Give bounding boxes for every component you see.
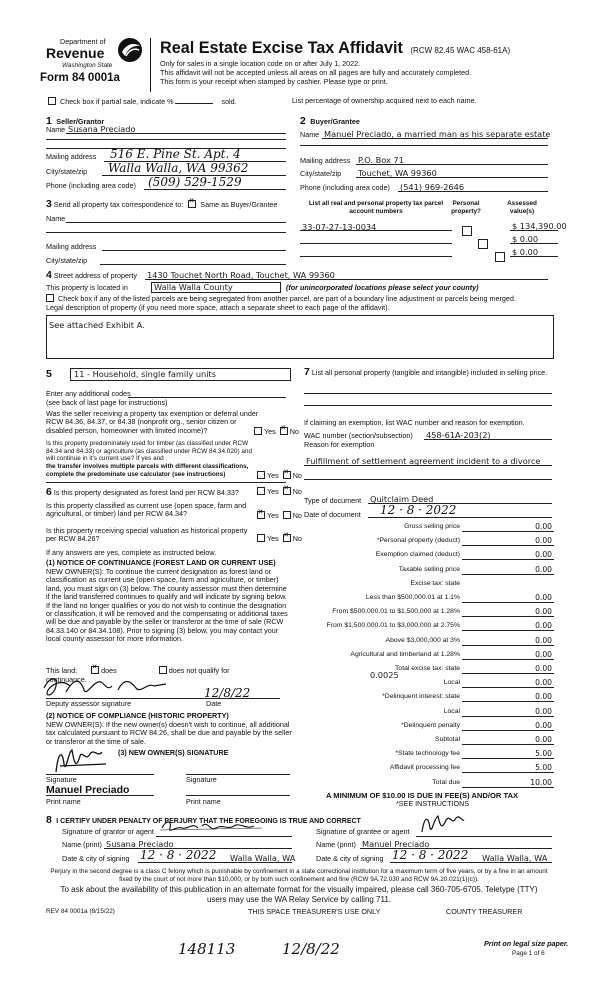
local-rate: 0.0025 <box>370 670 399 681</box>
seller-phone[interactable]: (509) 529-1529 <box>148 175 242 189</box>
s5-q2b: the transfer involves multiple parcels with different classifications, complete the predominate use calculator (see instructions) <box>46 463 249 478</box>
page-number: Page 1 of 6 <box>512 950 545 957</box>
tax-line-label: *Personal property (deduct) <box>376 537 460 545</box>
header-line3: This form is your receipt when stamped by cashier. Please type or print. <box>160 77 388 86</box>
s6-q2-no[interactable] <box>283 511 291 519</box>
s6-q2-yes[interactable] <box>257 511 265 519</box>
owner-sig-label: Signature <box>46 775 77 784</box>
seller-mailing[interactable]: 516 E. Pine St. Apt. 4 <box>110 147 241 161</box>
additional-codes-line[interactable] <box>128 389 286 398</box>
tax-line-label: Agricultural and timberland at 1.28% <box>350 650 460 658</box>
assessed-col-header: Assessed value(s) <box>507 200 537 215</box>
seller-city[interactable]: Walla Walla, WA 99362 <box>108 161 249 175</box>
corr-name-label: Name <box>46 214 66 223</box>
tax-line-label: *State technology fee <box>395 750 460 758</box>
s6-q1-row: 6 Is this property designated as forest land per RCW 84.33? <box>46 486 239 498</box>
notice2-body: NEW OWNER(S): If the new owner(s) doesn't wish to continue, all additional tax calculated pursuant to RCW 84.26, shall be due and payable by the seller or transferor at the time of sale. <box>46 720 292 746</box>
county-treasurer: COUNTY TREASURER <box>446 907 523 916</box>
grantor-date[interactable]: 12 · 8 · 2022 <box>140 848 217 862</box>
minimum-due: A MINIMUM OF $10.00 IS DUE IN FEE(S) AND/OR TAX <box>326 791 519 800</box>
s6-q3-answer: Yes ✕ No <box>257 534 302 543</box>
section5-number: 5 <box>46 368 52 380</box>
s6-q1-answer: Yes ✕ No <box>257 487 302 496</box>
s6-q3-yes[interactable] <box>257 534 265 542</box>
tax-line-value[interactable]: 5.00 <box>535 763 552 773</box>
stamp-number: 148113 <box>178 940 236 958</box>
form-citation: (RCW 82.45 WAC 458-61A) <box>410 46 511 55</box>
grantor-city[interactable]: Walla Walla, WA <box>230 853 296 863</box>
grantee-city[interactable]: Walla Walla, WA <box>482 853 548 863</box>
tax-line-label: Excise tax: state <box>410 579 460 587</box>
doc-date[interactable]: 12 · 8 · 2022 <box>380 503 457 517</box>
doc-type[interactable]: Quitclaim Deed <box>370 494 434 504</box>
partial-sold-label: sold. <box>221 97 237 106</box>
owner-print-label-2: Print name <box>186 797 221 806</box>
ownership-note: List percentage of ownership acquired next to each name. <box>292 96 477 105</box>
additional-codes-label: Enter any additional codes <box>46 389 131 398</box>
assessor-sig-label: Deputy assessor signature <box>46 699 132 708</box>
tax-line-value[interactable]: 0.00 <box>535 706 552 716</box>
buyer-name[interactable]: Manuel Preciado, a married man as his separate estate <box>324 129 551 139</box>
s7-heading: 7 List all personal property (tangible and intangible) included in selling price. <box>304 366 548 378</box>
s6-q2-answer: ✕ Yes No <box>257 511 302 520</box>
segregated-row: Check box if any of the listed parcels are being segregated from another parcel, are part of a boundary line adjustment or parcels being merged. <box>46 294 516 303</box>
doc-type-label: Type of document <box>304 496 362 505</box>
tax-line-label: Above $3,000,000 at 3% <box>385 636 460 644</box>
tax-line-value[interactable]: 0.00 <box>535 649 552 659</box>
tax-line-value[interactable]: 10.00 <box>530 777 552 787</box>
tax-line-value[interactable]: 0.00 <box>535 678 552 688</box>
s8-heading: 8 I CERTIFY UNDER PENALTY OF PERJURY THAT THE FOREGOING IS TRUE AND CORRECT <box>46 814 361 826</box>
personal-checkbox-2[interactable] <box>478 239 488 249</box>
buyer-mailing[interactable]: P.O. Box 71 <box>358 155 404 165</box>
stamp-date: 12/8/22 <box>282 940 340 958</box>
tax-line-label: Exemption claimed (deduct) <box>375 551 460 559</box>
tax-line-label: Total due <box>432 778 460 786</box>
buyer-mailing-label: Mailing address <box>300 156 351 165</box>
personal-col-header: Personal property? <box>451 200 481 215</box>
tax-line-label: Less than $500,000.01 at 1.1% <box>365 594 460 601</box>
seller-city-label: City/state/zip <box>46 167 88 176</box>
grantee-date[interactable]: 12 · 8 · 2022 <box>392 848 469 862</box>
s6-q2: Is this property classified as current use (open space, farm and agricultural, or timber) land per RCW 84.34? <box>46 501 247 519</box>
header-line1: Only for sales in a single location code on or after July 1, 2022. <box>160 59 361 68</box>
form-number: Form 84 0001a <box>40 72 120 84</box>
dept-line2: Revenue <box>46 45 105 61</box>
dept-line3: Washington State <box>62 62 113 69</box>
buyer-heading: 2 Buyer/Grantee <box>300 115 360 127</box>
header-line2: This affidavit will not be accepted unless all areas on all pages are fully and accurately completed. <box>160 68 472 77</box>
s5-q1-answer: Yes ✕ No <box>254 427 299 436</box>
notice1-title: (1) NOTICE OF CONTINUANCE (FOREST LAND OR CURRENT USE) <box>46 558 276 567</box>
partial-sale-row <box>48 97 237 106</box>
header-divider <box>150 38 151 92</box>
tax-line-value[interactable]: 0.00 <box>535 735 552 744</box>
tax-line-label: From $500,000.01 to $1,500,000 at 1.28% <box>332 608 460 616</box>
form-title-row <box>160 39 510 58</box>
corr-mailing-label: Mailing address <box>46 242 97 251</box>
corr-name-line[interactable] <box>66 214 286 223</box>
legal-size-note: Print on legal size paper. <box>484 939 569 948</box>
rev-number: REV 84 0001a (8/15/22) <box>46 908 115 915</box>
notice2-title: (2) NOTICE OF COMPLIANCE (HISTORIC PROPERTY) <box>46 711 229 720</box>
legal-label: Legal description of property (if you need more space, attach a separate sheet to each page of the affidavit). <box>46 303 390 312</box>
form-title: Real Estate Excise Tax Affidavit <box>160 39 403 57</box>
owner-print-label: Print name <box>46 797 81 806</box>
tax-line-label: Taxable selling price <box>398 565 460 573</box>
county-note: (for unincorporated locations please select your county) <box>286 283 479 292</box>
tax-line-value[interactable]: 0.00 <box>535 564 552 574</box>
tax-line-label: Local <box>443 679 460 687</box>
tax-line-value[interactable]: 0.00 <box>535 720 552 730</box>
s5-q1-yes[interactable] <box>254 427 262 435</box>
grantor-name-label: Name (print) <box>62 840 102 849</box>
exemption-claim: If claiming an exemption, list WAC number and reason for exemption. <box>304 418 525 427</box>
tax-line-value[interactable]: 0.00 <box>535 664 552 673</box>
grantee-name-label: Name (print) <box>316 840 356 849</box>
buyer-city[interactable]: Touchet, WA 99360 <box>358 168 437 178</box>
s6-q3-no[interactable] <box>283 534 291 542</box>
doc-date-label: Date of document <box>304 510 361 519</box>
partial-sale-checkbox[interactable] <box>48 97 56 105</box>
grantor-name[interactable]: Susana Preciado <box>106 839 174 849</box>
tax-line-value[interactable]: 0.00 <box>535 593 552 602</box>
tax-line-value[interactable]: 0.00 <box>535 550 552 560</box>
grantee-name[interactable]: Manuel Preciado <box>362 839 430 849</box>
tax-line-label: Subtotal <box>435 736 460 743</box>
dor-swoosh-icon <box>116 36 144 64</box>
parcel-1[interactable]: 33-07-27-13-0034 <box>302 222 377 232</box>
segregated-checkbox[interactable] <box>46 294 54 302</box>
seller-mailing-label: Mailing address <box>46 152 97 161</box>
s6-q1-no[interactable] <box>283 487 291 495</box>
tax-line-value[interactable]: 0.00 <box>535 692 552 702</box>
see-back-label: (see back of last page for instructions) <box>46 398 168 407</box>
corr-city-line[interactable] <box>100 256 286 265</box>
seller-name-label: Name <box>46 125 66 134</box>
wac-label: WAC number (section/subsection) <box>304 431 413 440</box>
s5-q1: Was the seller receiving a property tax exemption or deferral under RCW 84.36, 84.37, or 84.38 (nonprofit org., senior citizen or disabled person, homeowner with limited income)? <box>46 409 259 435</box>
corr-city-label: City/state/zip <box>46 256 88 265</box>
tax-line-label: Gross selling price <box>404 523 460 530</box>
seller-heading: 1 Seller/Grantor <box>46 115 105 127</box>
owner-sig-label-2: Signature <box>186 775 217 784</box>
tax-line-value[interactable]: 0.00 <box>535 536 552 546</box>
legal-description-box[interactable] <box>46 315 554 359</box>
street-address[interactable]: 1430 Touchet North Road, Touchet, WA 99360 <box>147 270 335 280</box>
dept-line1: Department of <box>60 37 106 46</box>
assessed-2[interactable]: $ 0.00 <box>512 234 539 244</box>
tax-line-value[interactable]: 0.00 <box>535 607 552 617</box>
s6-q3: Is this property receiving special valuation as historical property per RCW 84.26? <box>46 526 248 544</box>
buyer-city-label: City/state/zip <box>300 169 342 178</box>
street-row: 4 Street address of property <box>46 269 137 281</box>
correspondence-row: 3 Send all property tax correspondence to: ✕ Same as Buyer/Grantee <box>46 200 277 209</box>
assessed-3[interactable]: $ 0.00 <box>512 247 539 257</box>
s6-if-any: If any answers are yes, complete as instructed below. <box>46 548 217 557</box>
owner-print-name[interactable]: Manuel Preciado <box>46 784 130 796</box>
seller-phone-label: Phone (including area code) <box>46 181 136 190</box>
personal-checkbox-3[interactable] <box>495 252 505 262</box>
tax-line-label: Local <box>443 707 460 715</box>
assessor-date-label: Date <box>206 699 222 708</box>
parcel-col-header: List all real and personal property tax parcel account numbers <box>308 200 444 215</box>
personal-checkbox-1[interactable] <box>462 226 472 236</box>
buyer-name-label: Name <box>300 130 320 139</box>
tax-line-value[interactable]: 0.00 <box>535 635 552 645</box>
use-code-select[interactable]: 11 - Household, single family units <box>70 368 291 381</box>
seller-name[interactable]: Susana Preciado <box>68 124 136 134</box>
alt-format-notice: To ask about the availability of this publication in an alternate format for the visually impaired, please call 360-705-6705. Teletype (TTY) users may use the WA Relay Service by calling 711. <box>60 885 538 904</box>
corr-mailing-line[interactable] <box>102 242 286 251</box>
grantee-sig-label: Signature of grantee or agent <box>316 827 410 836</box>
treasurer-use: THIS SPACE TREASURER'S USE ONLY <box>248 907 381 916</box>
assessor-date: 12/8/22 <box>204 686 251 700</box>
partial-percent-field[interactable] <box>175 103 213 104</box>
tax-line-label: From $1,500,000.01 to $3,000,000 at 2.75% <box>326 622 460 630</box>
this-land-row: This land: ✕ does does not qualify for <box>46 666 230 675</box>
tax-line-value[interactable]: 0.00 <box>535 522 552 531</box>
buyer-phone[interactable]: (541) 969-2646 <box>400 182 465 192</box>
exemption-reason[interactable]: Fulfillment of settlement agreement incident to a divorce <box>306 456 541 466</box>
dor-logo <box>40 38 148 88</box>
s6-q1-yes[interactable] <box>257 487 265 495</box>
partial-sale-label: Check box if partial sale, indicate % <box>60 97 174 106</box>
continuance-label: continuance. <box>46 675 87 684</box>
county-label: This property is located in <box>46 283 128 292</box>
tax-line-value[interactable]: 0.00 <box>535 621 552 631</box>
grantor-sig-label: Signature of grantor or agent <box>62 827 154 836</box>
buyer-phone-label: Phone (including area code) <box>300 183 390 192</box>
notice3-title: (3) NEW OWNER(S) SIGNATURE <box>118 748 229 757</box>
tax-line-label: *Delinquent penalty <box>401 721 460 729</box>
grantor-date-label: Date & city of signing <box>62 854 130 863</box>
see-instructions: *SEE INSTRUCTIONS <box>396 799 470 808</box>
legal-description: See attached Exhibit A. <box>49 320 145 330</box>
county-select[interactable]: Walla Walla County <box>151 282 281 293</box>
tax-line-label: *Delinquent interest: state <box>382 693 460 701</box>
wac-number[interactable]: 458-61A-203(2) <box>426 430 491 440</box>
tax-line-label: Total excise tax: state <box>395 665 460 672</box>
assessed-1[interactable]: $ 134,390.00 <box>512 221 567 231</box>
s5-q2-answer: Yes ✕ No <box>257 471 302 480</box>
notice1-body: NEW OWNER(S): To continue the current designation as forest land or classification as current use (open space, farm and agriculture, or timber) land, you must sign on (3) below. The county assessor must then determine if the land transferred continues to qualify and will indicate by signing below. If the land no longer qualifies or you do not wish to continue the designation or classification, it will be removed and the compensating or additional taxes will be due and payable by the seller or transferor at the time of sale (RCW 84.33.140 or 84.34.108). Prior to signing (3) below, you may contact your local county assessor for more information. <box>46 567 288 644</box>
tax-line-label: Affidavit processing fee <box>389 764 460 772</box>
same-as-buyer-checkbox[interactable] <box>188 200 196 208</box>
s5-q2a: Is this property predominately used for timber (as classified under RCW 84.34 and 84.33) or agriculture (as classified under RCW 84.34.020) and will continue in it's current use? If yes and <box>46 440 253 463</box>
perjury-notice: Perjury in the second degree is a class C felony which is punishable by confinement in a state correctional institution for a maximum term of five years, or by a fine in an amount fixed by the court of not more than $10,000, or by both such confinement and fine (RCW 9A.72.030 and RCW 9A.20.021(1)(c)). <box>50 868 548 883</box>
reason-label: Reason for exemption <box>304 440 375 449</box>
grantee-date-label: Date & city of signing <box>316 854 384 863</box>
tax-line-value[interactable]: 5.00 <box>535 749 552 759</box>
s5-q1-no[interactable] <box>280 427 288 435</box>
